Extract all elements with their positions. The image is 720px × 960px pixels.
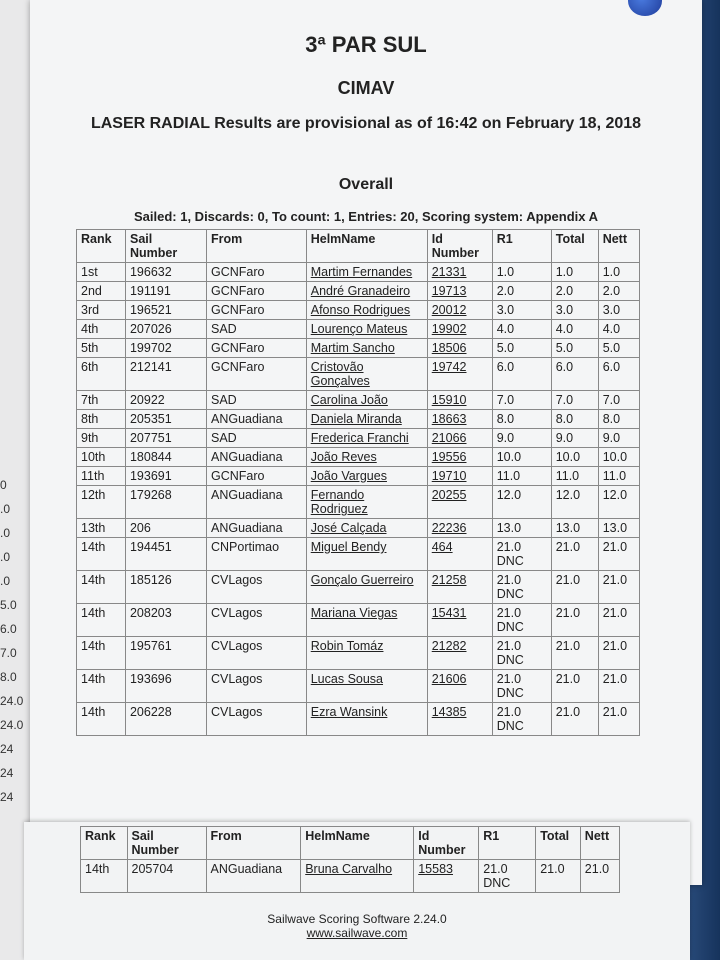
adjacent-sheet-text: 5.0	[0, 598, 17, 612]
footer-software: Sailwave Scoring Software 2.24.0	[267, 912, 447, 926]
table-row	[77, 703, 640, 736]
cell-nett: 1.0	[598, 263, 639, 282]
cell-r1: 21.0 DNC	[492, 703, 551, 736]
venue-title: CIMAV	[337, 78, 395, 98]
col-helmname: HelmName	[306, 230, 427, 263]
col-id-number: Id Number	[427, 230, 492, 263]
cell-r1: 21.0 DNC	[492, 538, 551, 571]
col-rank: Rank	[81, 827, 128, 860]
cell-nett: 21.0	[598, 703, 639, 736]
cell-id-number[interactable]: 20255	[427, 486, 492, 519]
table-row	[77, 263, 640, 282]
cell-helmname[interactable]: Martim Sancho	[306, 339, 427, 358]
table-row	[77, 604, 640, 637]
cell-total: 21.0	[536, 860, 581, 893]
cell-total: 8.0	[551, 410, 598, 429]
cell-rank: 10th	[77, 448, 126, 467]
table-row	[77, 538, 640, 571]
cell-r1: 9.0	[492, 429, 551, 448]
table-row	[77, 486, 640, 519]
cell-id-number[interactable]: 21606	[427, 670, 492, 703]
cell-sail-number: 180844	[125, 448, 206, 467]
cell-nett: 7.0	[598, 391, 639, 410]
col-total: Total	[536, 827, 581, 860]
adjacent-sheet-text: 24.0	[0, 694, 24, 708]
cell-nett: 21.0	[580, 860, 619, 893]
cell-id-number[interactable]: 21258	[427, 571, 492, 604]
cell-total: 21.0	[551, 604, 598, 637]
cell-sail-number: 206228	[125, 703, 206, 736]
summary-line: Sailed: 1, Discards: 0, To count: 1, Entries: 20, Scoring system: Appendix A	[133, 209, 599, 224]
cell-nett: 21.0	[598, 571, 639, 604]
cell-total: 2.0	[551, 282, 598, 301]
cell-nett: 13.0	[598, 519, 639, 538]
adjacent-sheet-text: 24.0	[0, 718, 24, 732]
cell-nett: 21.0	[598, 670, 639, 703]
cell-from: GCNFaro	[206, 467, 306, 486]
cell-id-number[interactable]: 15910	[427, 391, 492, 410]
results-sheet-page-2	[24, 822, 690, 960]
table-row	[77, 448, 640, 467]
sailwave-link[interactable]: www.sailwave.com	[306, 926, 408, 940]
cell-sail-number: 207751	[125, 429, 206, 448]
adjacent-sheet-text: 8.0	[0, 670, 17, 684]
cell-rank: 9th	[77, 429, 126, 448]
cell-total: 9.0	[551, 429, 598, 448]
results-table	[76, 229, 640, 736]
col-from: From	[206, 827, 301, 860]
cell-total: 3.0	[551, 301, 598, 320]
cell-r1: 13.0	[492, 519, 551, 538]
cell-nett: 9.0	[598, 429, 639, 448]
cell-sail-number: 207026	[125, 320, 206, 339]
cell-r1: 21.0 DNC	[492, 637, 551, 670]
cell-sail-number: 191191	[125, 282, 206, 301]
cell-sail-number: 199702	[125, 339, 206, 358]
cell-from: SAD	[206, 429, 306, 448]
results-sheet-page-1	[30, 0, 702, 885]
cell-r1: 5.0	[492, 339, 551, 358]
cell-nett: 4.0	[598, 320, 639, 339]
cell-id-number[interactable]: 14385	[427, 703, 492, 736]
table-row	[77, 467, 640, 486]
cell-from: CVLagos	[206, 604, 306, 637]
cell-r1: 11.0	[492, 467, 551, 486]
cell-rank: 12th	[77, 486, 126, 519]
cell-from: GCNFaro	[206, 301, 306, 320]
cell-total: 21.0	[551, 703, 598, 736]
cell-helmname[interactable]: Martim Fernandes	[306, 263, 427, 282]
cell-helmname[interactable]: Afonso Rodrigues	[306, 301, 427, 320]
adjacent-sheet-text: 6.0	[0, 622, 17, 636]
cell-r1: 4.0	[492, 320, 551, 339]
cell-helmname[interactable]: João Reves	[306, 448, 427, 467]
cell-nett: 8.0	[598, 410, 639, 429]
cell-sail-number: 193696	[125, 670, 206, 703]
cell-nett: 21.0	[598, 637, 639, 670]
cell-sail-number: 205351	[125, 410, 206, 429]
cell-from: GCNFaro	[206, 282, 306, 301]
cell-total: 12.0	[551, 486, 598, 519]
cell-nett: 11.0	[598, 467, 639, 486]
col-r1: R1	[479, 827, 536, 860]
cell-r1: 21.0 DNC	[492, 604, 551, 637]
cell-rank: 13th	[77, 519, 126, 538]
adjacent-sheet-text: 24	[0, 742, 14, 756]
cell-rank: 8th	[77, 410, 126, 429]
cell-id-number[interactable]: 19556	[427, 448, 492, 467]
table-row	[77, 282, 640, 301]
cell-from: GCNFaro	[206, 263, 306, 282]
table-row	[77, 320, 640, 339]
cell-from: ANGuadiana	[206, 519, 306, 538]
cell-id-number[interactable]: 21066	[427, 429, 492, 448]
cell-rank: 6th	[77, 358, 126, 391]
cell-from: ANGuadiana	[206, 410, 306, 429]
adjacent-sheet-text: 24	[0, 790, 14, 804]
cell-id-number[interactable]: 464	[427, 538, 492, 571]
table-row	[77, 410, 640, 429]
cell-rank: 14th	[81, 860, 128, 893]
cell-helmname[interactable]: André Granadeiro	[306, 282, 427, 301]
cell-nett: 21.0	[598, 538, 639, 571]
section-title: Overall	[338, 176, 394, 193]
table-row	[77, 358, 640, 391]
cell-helmname[interactable]: José Calçada	[306, 519, 427, 538]
cell-r1: 8.0	[492, 410, 551, 429]
cell-r1: 2.0	[492, 282, 551, 301]
cell-helmname[interactable]: Fernando Rodriguez	[306, 486, 427, 519]
cell-helmname[interactable]: Lourenço Mateus	[306, 320, 427, 339]
cell-r1: 3.0	[492, 301, 551, 320]
cell-rank: 14th	[77, 604, 126, 637]
cell-from: SAD	[206, 391, 306, 410]
cell-nett: 3.0	[598, 301, 639, 320]
cell-sail-number: 179268	[125, 486, 206, 519]
cell-from: GCNFaro	[206, 358, 306, 391]
col-helmname: HelmName	[301, 827, 414, 860]
cell-total: 1.0	[551, 263, 598, 282]
adjacent-sheet-text: 0	[0, 478, 7, 492]
col-from: From	[206, 230, 306, 263]
cell-sail-number: 193691	[125, 467, 206, 486]
cell-id-number[interactable]: 21282	[427, 637, 492, 670]
table-header-row	[77, 230, 640, 263]
cell-id-number[interactable]: 18663	[427, 410, 492, 429]
cell-total: 10.0	[551, 448, 598, 467]
col-r1: R1	[492, 230, 551, 263]
cell-r1: 10.0	[492, 448, 551, 467]
cell-nett: 12.0	[598, 486, 639, 519]
cell-rank: 2nd	[77, 282, 126, 301]
cell-rank: 1st	[77, 263, 126, 282]
cell-r1: 7.0	[492, 391, 551, 410]
col-sail-number: Sail Number	[125, 230, 206, 263]
cell-rank: 14th	[77, 571, 126, 604]
cell-helmname[interactable]: Carolina João	[306, 391, 427, 410]
cell-r1: 12.0	[492, 486, 551, 519]
adjacent-sheet-text: .0	[0, 550, 11, 564]
cell-sail-number: 208203	[125, 604, 206, 637]
table-row	[77, 571, 640, 604]
cell-nett: 5.0	[598, 339, 639, 358]
cell-sail-number: 212141	[125, 358, 206, 391]
cell-nett: 21.0	[598, 604, 639, 637]
cell-from: CVLagos	[206, 670, 306, 703]
cell-nett: 10.0	[598, 448, 639, 467]
cell-total: 11.0	[551, 467, 598, 486]
col-rank: Rank	[77, 230, 126, 263]
cell-id-number[interactable]: 19742	[427, 358, 492, 391]
cell-helmname[interactable]: Lucas Sousa	[306, 670, 427, 703]
cell-from: CVLagos	[206, 703, 306, 736]
cell-total: 6.0	[551, 358, 598, 391]
table-row	[77, 391, 640, 410]
cell-sail-number: 206	[125, 519, 206, 538]
cell-from: CNPortimao	[206, 538, 306, 571]
cell-from: CVLagos	[206, 637, 306, 670]
cell-rank: 7th	[77, 391, 126, 410]
cell-from: ANGuadiana	[206, 448, 306, 467]
cell-helmname[interactable]: Frederica Franchi	[306, 429, 427, 448]
table-row	[77, 670, 640, 703]
cell-helmname[interactable]: Daniela Miranda	[306, 410, 427, 429]
cell-rank: 14th	[77, 637, 126, 670]
cell-rank: 4th	[77, 320, 126, 339]
cell-r1: 21.0 DNC	[492, 571, 551, 604]
cell-from: SAD	[206, 320, 306, 339]
cell-id-number[interactable]: 19902	[427, 320, 492, 339]
cell-helmname[interactable]: Bruna Carvalho	[301, 860, 414, 893]
cell-id-number[interactable]: 20012	[427, 301, 492, 320]
cell-id-number[interactable]: 15431	[427, 604, 492, 637]
cell-rank: 3rd	[77, 301, 126, 320]
cell-id-number[interactable]: 22236	[427, 519, 492, 538]
adjacent-sheet-text: 24	[0, 766, 14, 780]
cell-r1: 21.0 DNC	[479, 860, 536, 893]
cell-total: 5.0	[551, 339, 598, 358]
cell-from: ANGuadiana	[206, 486, 306, 519]
cell-id-number[interactable]: 18506	[427, 339, 492, 358]
table-row	[81, 860, 620, 893]
cell-helmname[interactable]: Miguel Bendy	[306, 538, 427, 571]
cell-nett: 2.0	[598, 282, 639, 301]
cell-helmname[interactable]: Cristovão Gonçalves	[306, 358, 427, 391]
cell-rank: 11th	[77, 467, 126, 486]
cell-id-number[interactable]: 21331	[427, 263, 492, 282]
cell-total: 21.0	[551, 571, 598, 604]
col-nett: Nett	[598, 230, 639, 263]
cell-total: 13.0	[551, 519, 598, 538]
cell-total: 21.0	[551, 538, 598, 571]
col-nett: Nett	[580, 827, 619, 860]
cell-rank: 14th	[77, 670, 126, 703]
cell-total: 21.0	[551, 637, 598, 670]
cell-sail-number: 196632	[125, 263, 206, 282]
table-row	[77, 519, 640, 538]
col-total: Total	[551, 230, 598, 263]
table-row	[77, 429, 640, 448]
status-line: LASER RADIAL Results are provisional as of 16:42 on February 18, 2018	[90, 115, 642, 132]
cell-sail-number: 20922	[125, 391, 206, 410]
footer-link[interactable]	[24, 926, 690, 940]
adjacent-sheet-text: 7.0	[0, 646, 17, 660]
col-sail-number: Sail Number	[127, 827, 206, 860]
cell-from: GCNFaro	[206, 339, 306, 358]
cell-r1: 1.0	[492, 263, 551, 282]
cell-helmname[interactable]: Robin Tomáz	[306, 637, 427, 670]
table-row	[77, 637, 640, 670]
adjacent-sheet-text: .0	[0, 502, 11, 516]
table-row	[77, 339, 640, 358]
cell-id-number[interactable]: 15583	[414, 860, 479, 893]
cell-r1: 21.0 DNC	[492, 670, 551, 703]
results-table-continued	[80, 826, 620, 893]
cell-from: CVLagos	[206, 571, 306, 604]
cell-r1: 6.0	[492, 358, 551, 391]
cell-sail-number: 205704	[127, 860, 206, 893]
adjacent-sheet-edge	[0, 0, 31, 960]
page-title: 3ª PAR SUL	[305, 32, 427, 57]
cell-total: 4.0	[551, 320, 598, 339]
cell-sail-number: 196521	[125, 301, 206, 320]
cell-rank: 14th	[77, 538, 126, 571]
cell-total: 21.0	[551, 670, 598, 703]
cell-rank: 14th	[77, 703, 126, 736]
cell-total: 7.0	[551, 391, 598, 410]
cell-helmname[interactable]: Mariana Viegas	[306, 604, 427, 637]
col-id-number: Id Number	[414, 827, 479, 860]
table-row	[77, 301, 640, 320]
adjacent-sheet-text: .0	[0, 526, 11, 540]
adjacent-sheet-text: .0	[0, 574, 11, 588]
cell-helmname[interactable]: Gonçalo Guerreiro	[306, 571, 427, 604]
cell-sail-number: 185126	[125, 571, 206, 604]
cell-helmname[interactable]: João Vargues	[306, 467, 427, 486]
cell-sail-number: 194451	[125, 538, 206, 571]
cell-nett: 6.0	[598, 358, 639, 391]
table-header-row	[81, 827, 620, 860]
cell-from: ANGuadiana	[206, 860, 301, 893]
cell-sail-number: 195761	[125, 637, 206, 670]
cell-id-number[interactable]: 19713	[427, 282, 492, 301]
cell-rank: 5th	[77, 339, 126, 358]
cell-id-number[interactable]: 19710	[427, 467, 492, 486]
cell-helmname[interactable]: Ezra Wansink	[306, 703, 427, 736]
